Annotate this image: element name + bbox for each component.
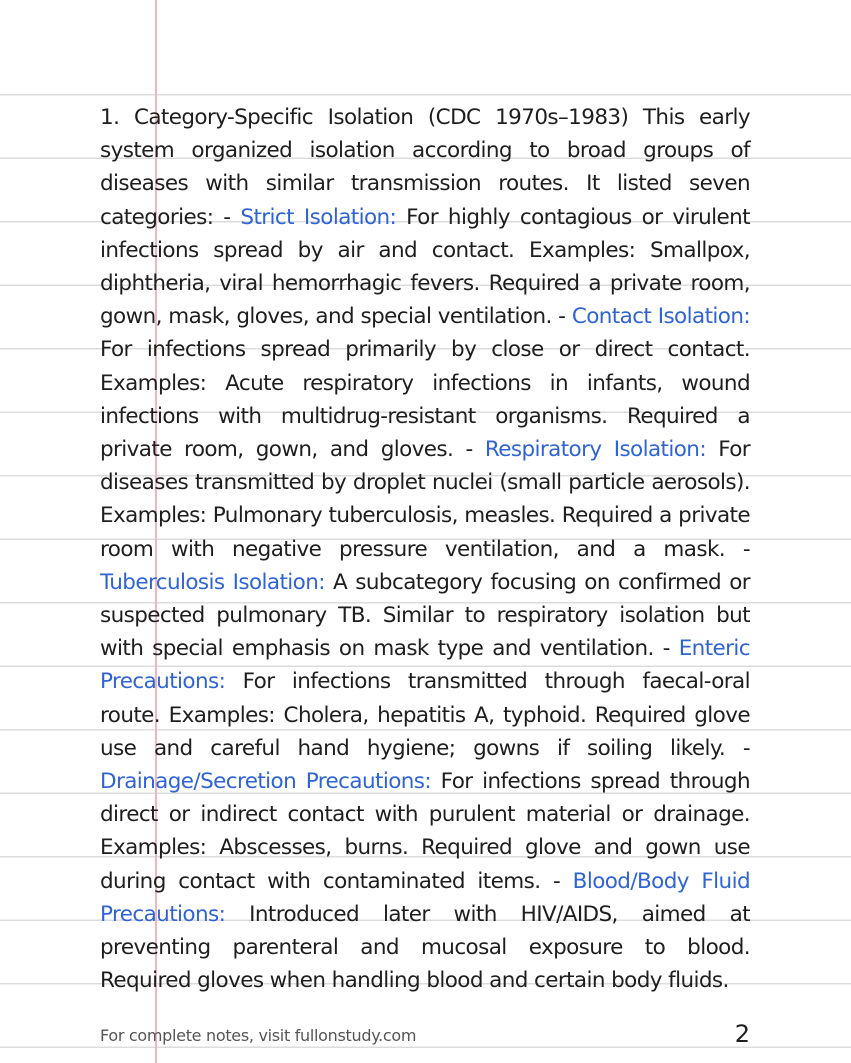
respiratory-isolation-text: For diseases transmitted by droplet nuclei (small particle aerosols). Examples: Pulmonary tuberculosis, measles. Required a private room with negative pressure ventilation, and a mask. -: [100, 437, 751, 562]
enteric-precautions-heading: Enteric Precautions:: [100, 636, 750, 695]
page-number: 2: [734, 1020, 750, 1048]
drainage-secretion-precautions-heading: Drainage/Secretion Precautions:: [100, 769, 432, 795]
contact-isolation-text: For infections spread primarily by close or direct contact. Examples: Acute respiratory infections in infants, wound infections with multidrug-resistant organisms. Required a private room, gown, and gloves. -: [100, 337, 750, 463]
intro-text: 1. Category-Specific Isolation (CDC 1970s–1983) This early system organized isolation according to broad groups of diseases with similar transmission routes. It listed seven categories: -: [100, 105, 750, 230]
tuberculosis-isolation-heading: Tuberculosis Isolation:: [100, 569, 325, 595]
strict-isolation-heading: Strict Isolation:: [240, 204, 397, 230]
body-paragraph: [100, 101, 750, 997]
blood-body-fluid-precautions-text: Introduced later with HIV/AIDS, aimed at preventing parenteral and mucosal exposure to blood. Required gloves when handling blood and certain body fluids.: [100, 901, 750, 994]
respiratory-isolation-heading: Respiratory Isolation:: [484, 437, 706, 463]
footer-note: For complete notes, visit fullonstudy.com: [100, 1026, 417, 1045]
blood-body-fluid-precautions-heading: Blood/Body Fluid Precautions:: [100, 868, 750, 927]
tuberculosis-isolation-text: A subcategory focusing on confirmed or suspected pulmonary TB. Similar to respiratory isolation but with special emphasis on mask type and ventilation. -: [100, 569, 750, 662]
contact-isolation-heading: Contact Isolation:: [571, 304, 750, 330]
drainage-secretion-precautions-text: For infections spread through direct or indirect contact with purulent material or drainage. Examples: Abscesses, burns. Required glove and gown use during contact with contaminated items. -: [100, 769, 750, 894]
enteric-precautions-text: For infections transmitted through faecal-oral route. Examples: Cholera, hepatitis A, typhoid. Required glove use and careful hand hygiene; gowns if soiling likely. -: [100, 669, 750, 761]
strict-isolation-text: For highly contagious or virulent infections spread by air and contact. Examples: Smallpox, diphtheria, viral hemorrhagic fevers. Required a private room, gown, mask, gloves, and special ventilation. -: [100, 204, 750, 330]
